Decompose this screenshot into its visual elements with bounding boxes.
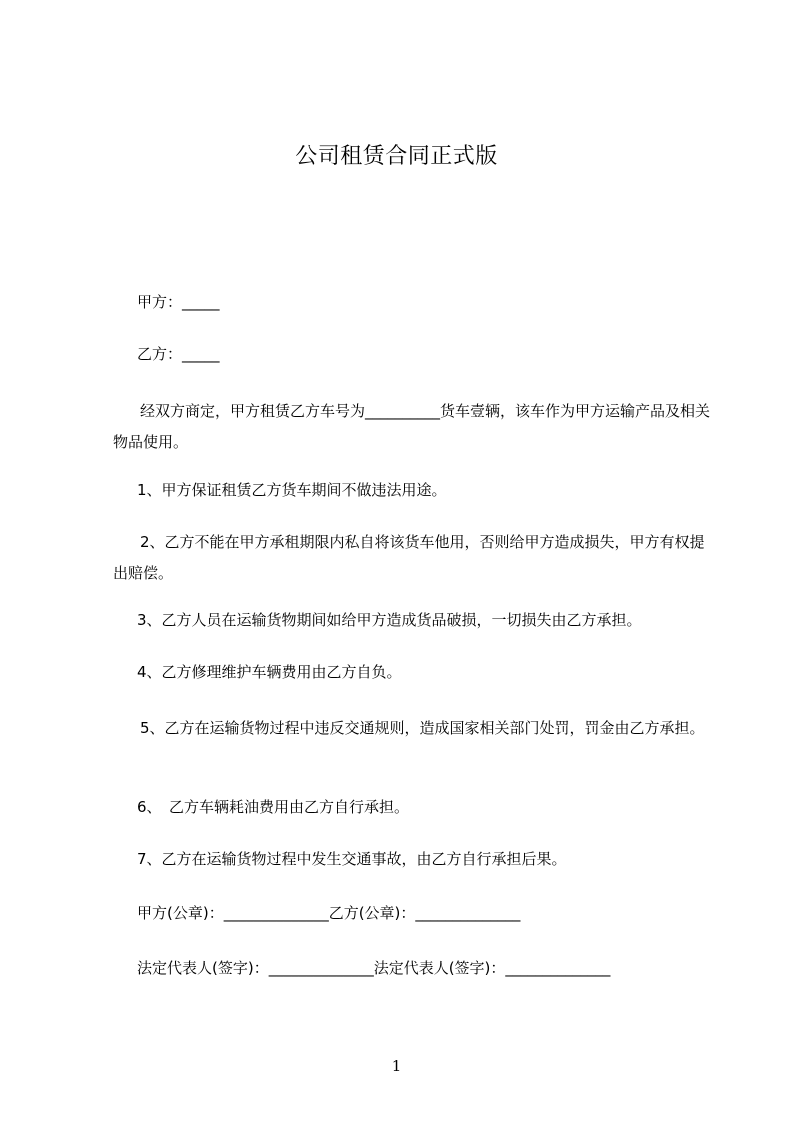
intro-paragraph: 经双方商定，甲方租赁乙方车号为__________货车壹辆，该车作为甲方运输产品及相关物品使用。 bbox=[113, 402, 711, 451]
page-number: 1 bbox=[391, 1057, 402, 1075]
document-title: 公司租赁合同正式版 bbox=[295, 144, 498, 169]
party-b-line: 乙方：_____ bbox=[137, 345, 220, 363]
clause-4: 4、乙方修理维护车辆费用由乙方自负。 bbox=[137, 663, 402, 681]
clause-2: 2、乙方不能在甲方承租期限内私自将该货车他用，否则给甲方造成损失，甲方有权提出赔偿。 bbox=[113, 533, 705, 582]
clause-3: 3、乙方人员在运输货物期间如给甲方造成货品破损，一切损失由乙方承担。 bbox=[137, 611, 642, 629]
clause-1: 1、甲方保证租赁乙方货车期间不做违法用途。 bbox=[137, 481, 447, 499]
seal-line: 甲方(公章)：______________乙方(公章)：______________ bbox=[137, 904, 521, 922]
clause-6: 6、 乙方车辆耗油费用由乙方自行承担。 bbox=[137, 798, 410, 816]
signature-line: 法定代表人(签字)：______________法定代表人(签字)：______________ bbox=[137, 959, 611, 977]
clause-5: 5、乙方在运输货物过程中违反交通规则，造成国家相关部门处罚，罚金由乙方承担。 bbox=[140, 719, 705, 737]
party-a-line: 甲方：_____ bbox=[137, 293, 220, 311]
clause-7: 7、乙方在运输货物过程中发生交通事故，由乙方自行承担后果。 bbox=[137, 850, 567, 868]
